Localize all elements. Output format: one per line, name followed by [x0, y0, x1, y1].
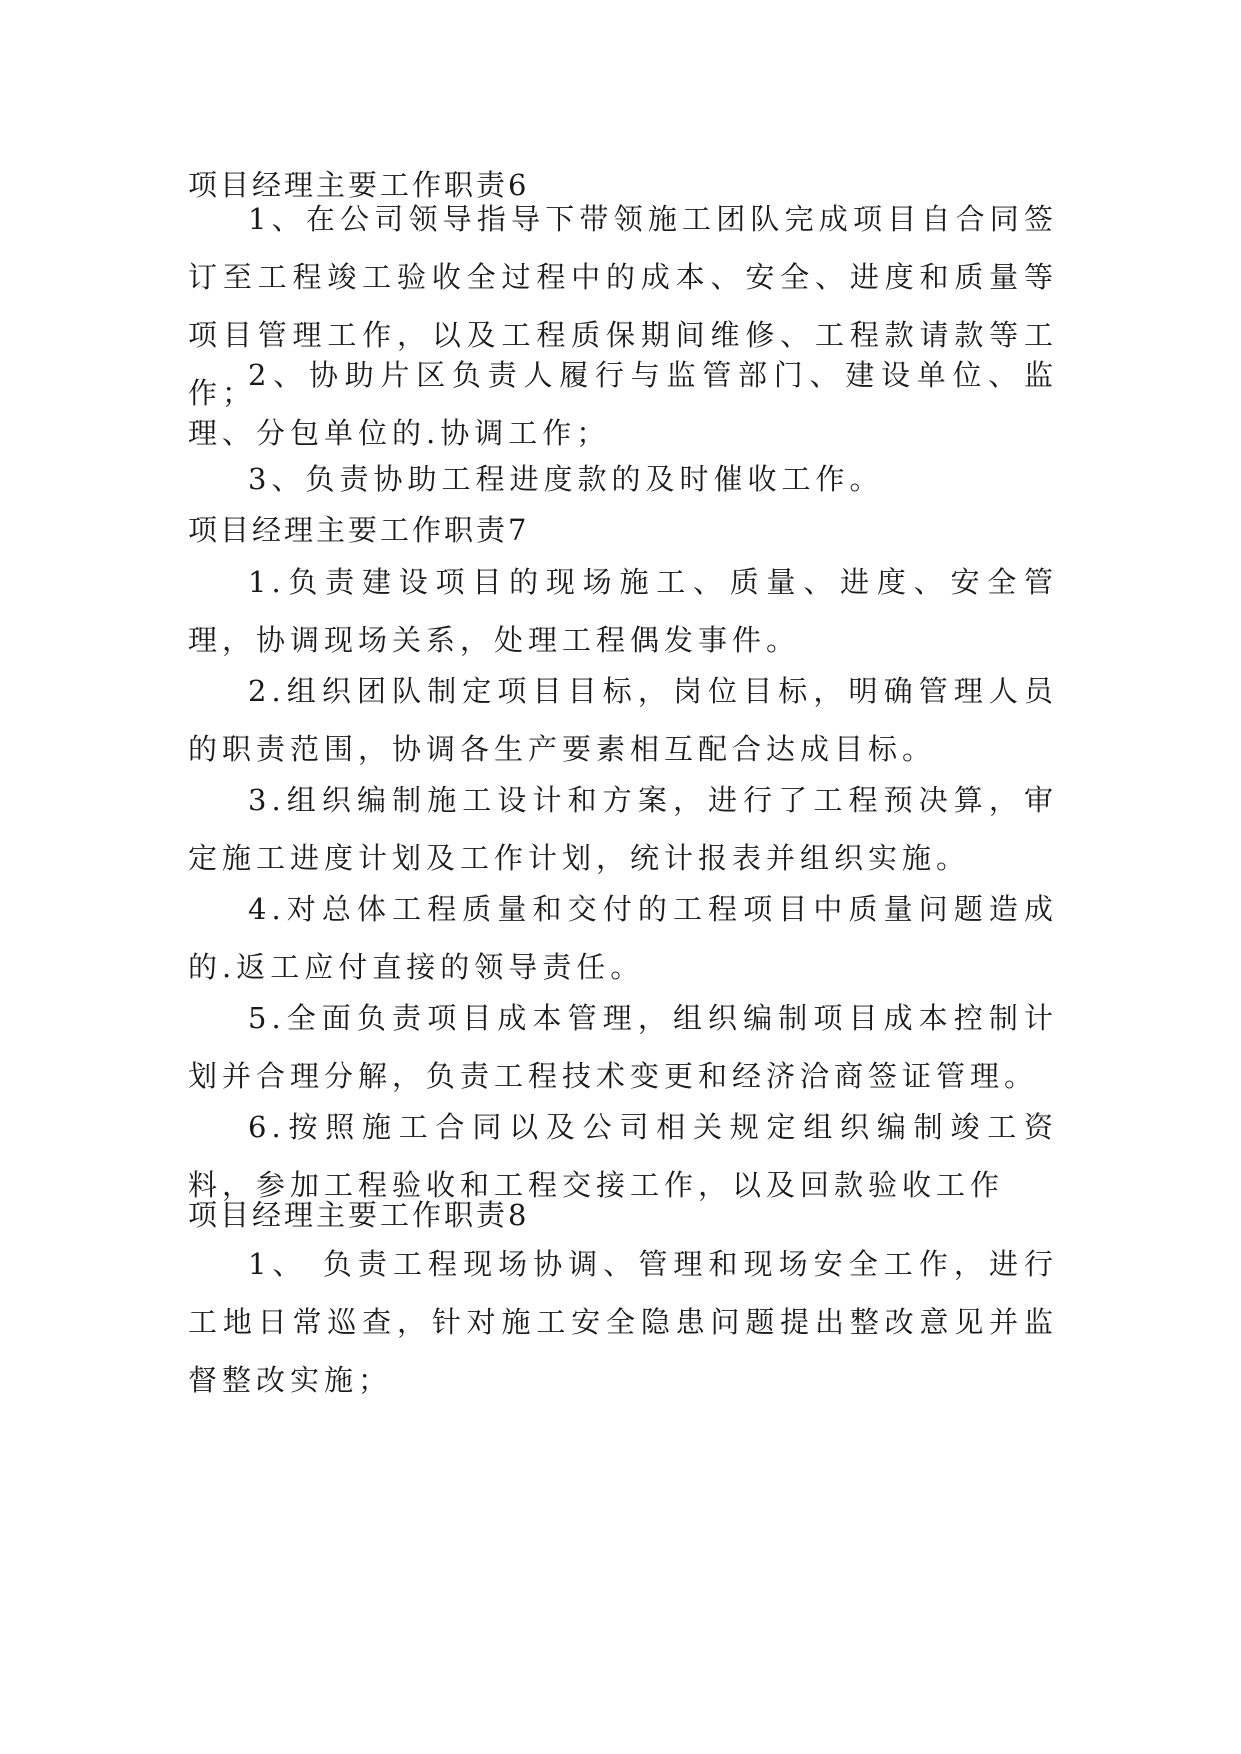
section-6-item-1: 1、在公司领导指导下带领施工团队完成项目自合同签订至工程竣工验收全过程中的成本、安全、进度和质量等项目管理工作，以及工程质保期间维修、工程款请款等工作； — [188, 202, 1058, 410]
section-7-item-6: 6.按照施工合同以及公司相关规定组织编制竣工资料，参加工程验收和工程交接工作，以及回款验收工作 — [188, 1110, 1058, 1202]
section-7-item-2: 2.组织团队制定项目目标，岗位目标，明确管理人员的职责范围，协调各生产要素相互配合达成目标。 — [188, 674, 1058, 766]
section-6-item-2: 2、协助片区负责人履行与监管部门、建设单位、监理、分包单位的.协调工作； — [188, 358, 1058, 450]
section-7-item-3: 3.组织编制施工设计和方案，进行了工程预决算，审定施工进度计划及工作计划，统计报表并组织实施。 — [188, 783, 1058, 875]
section-heading-7: 项目经理主要工作职责7 — [188, 513, 530, 547]
section-7-item-1: 1.负责建设项目的现场施工、质量、进度、安全管理，协调现场关系，处理工程偶发事件。 — [188, 565, 1058, 657]
section-6-item-3: 3、负责协助工程进度款的及时催收工作。 — [248, 462, 884, 496]
section-heading-6: 项目经理主要工作职责6 — [188, 168, 530, 202]
section-8-item-1: 1、 负责工程现场协调、管理和现场安全工作，进行工地日常巡查，针对施工安全隐患问题提出整改意见并监督整改实施； — [188, 1247, 1058, 1397]
section-heading-8: 项目经理主要工作职责8 — [188, 1198, 530, 1232]
section-7-item-4: 4.对总体工程质量和交付的工程项目中质量问题造成的.返工应付直接的领导责任。 — [188, 892, 1058, 984]
section-7-item-5: 5.全面负责项目成本管理，组织编制项目成本控制计划并合理分解，负责工程技术变更和经济洽商签证管理。 — [188, 1001, 1058, 1093]
